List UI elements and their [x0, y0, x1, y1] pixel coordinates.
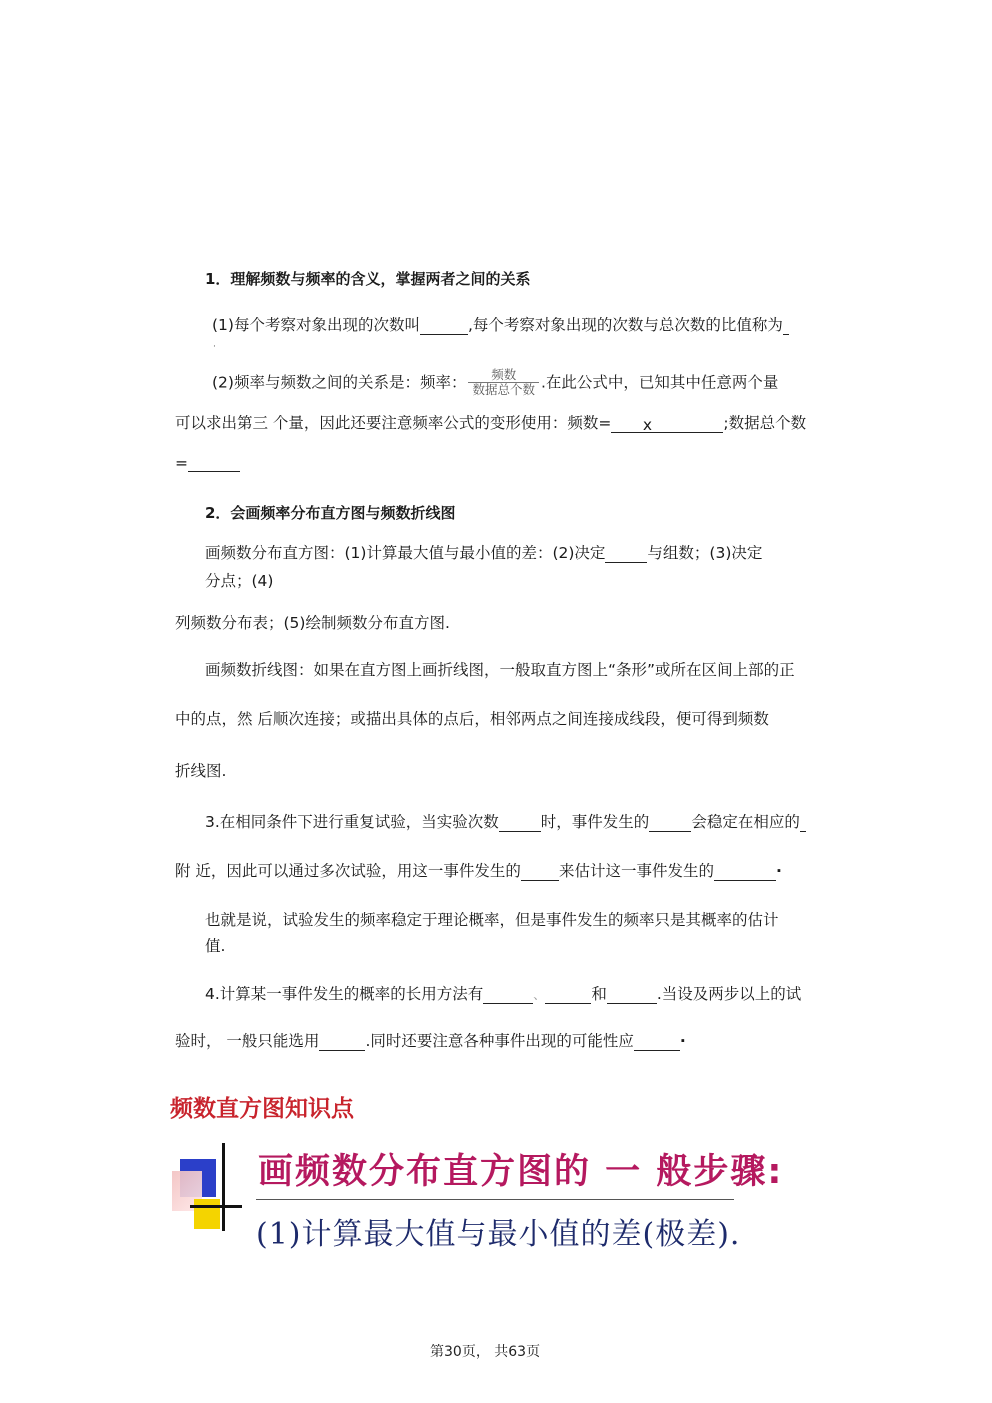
- section3-line1: 3.在相同条件下进行重复试验，当实验次数 时，事件发生的 会稳定在相应的: [205, 810, 806, 832]
- blank: [783, 318, 789, 335]
- blank: [545, 987, 591, 1004]
- section2-hist-line2: 分点；(4): [205, 572, 274, 590]
- section2-heading: 2．会画频率分布直方图与频数折线图: [205, 504, 456, 522]
- page-footer: 第30页， 共63页: [430, 1344, 541, 1360]
- blank: [714, 864, 776, 881]
- section2-hist-line1: 画频数分布直方图：(1)计算最大值与最小值的差：(2)决定 与组数；(3)决定: [205, 544, 763, 562]
- blank: [483, 987, 533, 1004]
- section2-poly-line2: 中的点，然 后顺次连接；或描出具体的点后，相邻两点之间连接成线段，便可得到频数: [175, 710, 769, 728]
- blank: [521, 864, 559, 881]
- section1-item1: (1)每个考察对象出现的次数叫 ,每个考察对象出现的次数与总次数的比值称为: [212, 313, 789, 335]
- blank: [420, 318, 468, 335]
- red-heading: 频数直方图知识点: [170, 1096, 354, 1122]
- slide-title: 画频数分布直方图的 一 般步骤:: [258, 1152, 784, 1192]
- section2-hist-line3: 列频数分布表；(5)绘制频数分布直方图.: [175, 614, 450, 632]
- section2-poly-line1: 画频数折线图：如果在直方图上画折线图，一般取直方图上“条形”或所在区间上部的正: [205, 661, 795, 679]
- blank: [319, 1034, 365, 1051]
- section3-line3: 也就是说，试验发生的频率稳定于理论概率，但是事件发生的频率只是其概率的估计: [205, 911, 779, 929]
- slide-decoration-icon: [172, 1143, 244, 1231]
- slide-divider: [256, 1199, 734, 1200]
- section2-poly-line3: 折线图.: [175, 762, 227, 780]
- slide-step1: (1)计算最大值与最小值的差(极差).: [256, 1217, 741, 1252]
- section3-line2: 附 近，因此可以通过多次试验，用这一事件发生的 来估计这一事件发生的 ·: [175, 862, 782, 880]
- section1-item2-end: =: [175, 454, 240, 472]
- section1-item2-cont: 可以求出第三 个量，因此还要注意频率公式的变形使用：频数= x ;数据总个数: [175, 414, 807, 434]
- blank: [800, 815, 806, 832]
- section4-line1: 4.计算某一事件发生的概率的长用方法有 、 和 .当设及两步以上的试: [205, 985, 802, 1003]
- section1-item2: (2)频率与频数之间的关系是：频率： $\frac{\text{频数}}{\text{数据总个数}}$ .在此公式中，已知其中任意两个量: [212, 367, 779, 398]
- frequency-fraction: $\frac{\text{频数}}{\text{数据总个数}}$: [468, 368, 539, 398]
- blank-with-x: x: [611, 416, 723, 433]
- blank: [605, 546, 647, 563]
- blank: [499, 815, 541, 832]
- blank: [649, 815, 691, 832]
- blank: [188, 455, 240, 472]
- section4-line2: 验时， 一般只能选用 .同时还要注意各种事件出现的可能性应 ·: [175, 1032, 686, 1050]
- blank: [634, 1034, 680, 1051]
- section1-heading: 1．理解频数与频率的含义，掌握两者之间的关系: [205, 270, 531, 288]
- stray-dot: ·: [213, 342, 216, 352]
- section3-line4: 值.: [205, 937, 226, 955]
- blank: [607, 987, 657, 1004]
